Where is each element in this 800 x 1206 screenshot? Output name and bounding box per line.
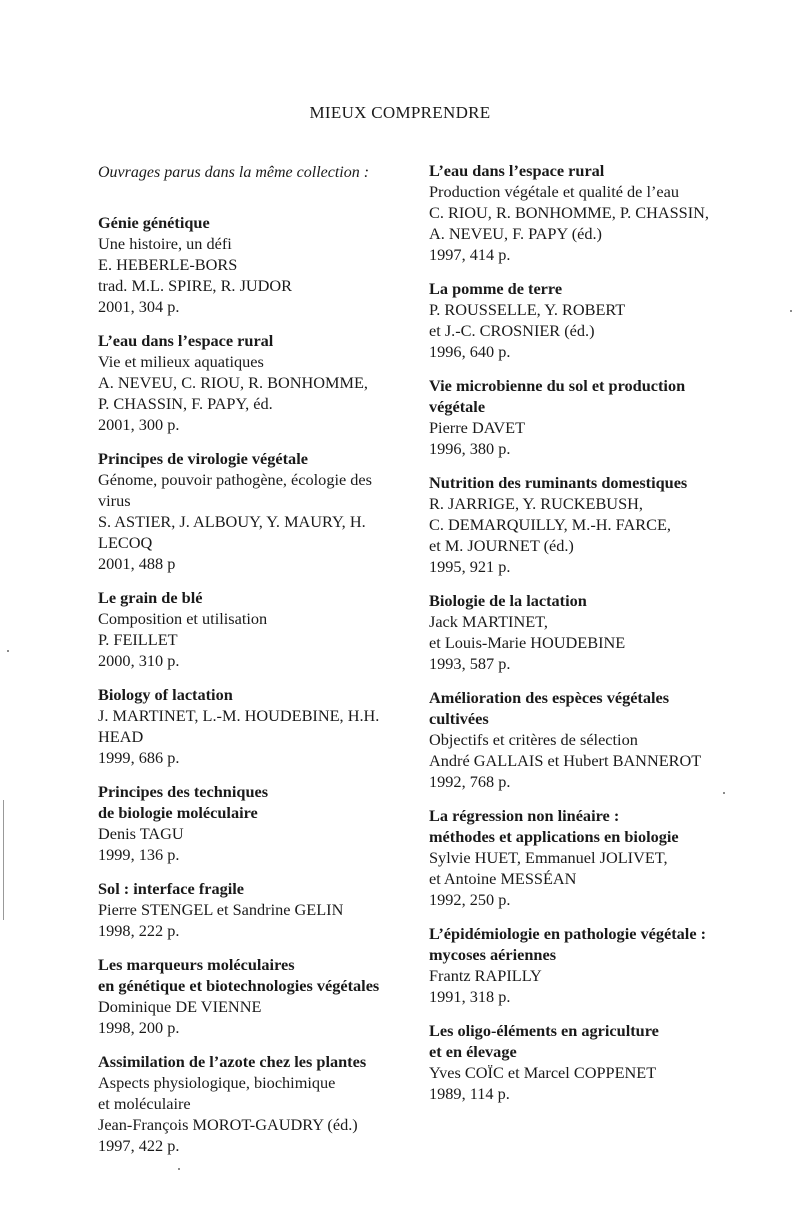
entry-line: virus: [98, 491, 131, 510]
catalog-entry: [98, 954, 418, 1038]
entry-line: 1996, 380 p.: [429, 439, 511, 458]
entry-line: Aspects physiologique, biochimique: [98, 1073, 336, 1092]
catalog-entry: [98, 587, 418, 671]
entry-line: Une histoire, un défi: [98, 234, 232, 253]
entry-title: Amélioration des espèces végétales: [429, 688, 670, 707]
entry-line: P. ROUSSELLE, Y. ROBERT: [429, 300, 626, 319]
catalog-entry: [98, 878, 418, 941]
entry-title: L’eau dans l’espace rural: [429, 161, 605, 180]
right-column: [429, 160, 749, 1117]
entry-line: 1996, 640 p.: [429, 342, 511, 361]
entry-line: Génome, pouvoir pathogène, écologie des: [98, 470, 372, 489]
entry-line: 1992, 250 p.: [429, 890, 511, 909]
entry-line: 1997, 422 p.: [98, 1136, 180, 1155]
entry-line: André GALLAIS et Hubert BANNEROT: [429, 751, 702, 770]
entry-line: Dominique DE VIENNE: [98, 997, 262, 1016]
entry-title: et en élevage: [429, 1042, 517, 1061]
entry-title: mycoses aériennes: [429, 945, 557, 964]
entry-line: J. MARTINET, L.-M. HOUDEBINE, H.H. HEAD: [98, 706, 380, 746]
entry-line: Pierre DAVET: [429, 418, 526, 437]
catalog-entry: [98, 684, 418, 768]
entry-line: et moléculaire: [98, 1094, 191, 1113]
entry-line: C. DEMARQUILLY, M.-H. FARCE,: [429, 515, 671, 534]
entry-line: Sylvie HUET, Emmanuel JOLIVET,: [429, 848, 668, 867]
entry-title: Vie microbienne du sol et production: [429, 376, 686, 395]
collection-subtitle: Ouvrages parus dans la même collection :: [98, 164, 370, 181]
catalog-entry: [98, 448, 418, 574]
entry-line: S. ASTIER, J. ALBOUY, Y. MAURY, H. LECOQ: [98, 512, 366, 552]
left-column: [98, 212, 418, 1169]
entry-line: 1995, 921 p.: [429, 557, 511, 576]
entry-line: 2000, 310 p.: [98, 651, 180, 670]
entry-title: Les oligo-éléments en agriculture: [429, 1021, 659, 1040]
entry-title: végétale: [429, 397, 486, 416]
entry-line: E. HEBERLE-BORS: [98, 255, 238, 274]
entry-title: Principes de virologie végétale: [98, 449, 308, 468]
entry-line: A. NEVEU, F. PAPY (éd.): [429, 224, 602, 243]
entry-line: P. FEILLET: [98, 630, 178, 649]
catalog-entry: [429, 687, 749, 792]
entry-title: en génétique et biotechnologies végétales: [98, 976, 380, 995]
entry-title: Biology of lactation: [98, 685, 233, 704]
entry-title: méthodes et applications en biologie: [429, 827, 679, 846]
entry-title: Nutrition des ruminants domestiques: [429, 473, 688, 492]
entry-line: Jean-François MOROT-GAUDRY (éd.): [98, 1115, 358, 1134]
page-header: MIEUX COMPRENDRE: [309, 103, 491, 122]
scan-speck: [790, 310, 792, 312]
scan-speck: [7, 650, 9, 652]
entry-line: A. NEVEU, C. RIOU, R. BONHOMME,: [98, 373, 369, 392]
scan-edge-mark: [3, 800, 4, 920]
entry-line: 1999, 136 p.: [98, 845, 180, 864]
entry-line: 1991, 318 p.: [429, 987, 511, 1006]
entry-line: P. CHASSIN, F. PAPY, éd.: [98, 394, 273, 413]
entry-title: Biologie de la lactation: [429, 591, 587, 610]
catalog-entry: [429, 923, 749, 1007]
entry-line: Objectifs et critères de sélection: [429, 730, 638, 749]
entry-line: 1998, 200 p.: [98, 1018, 180, 1037]
entry-title: de biologie moléculaire: [98, 803, 258, 822]
entry-title: Le grain de blé: [98, 588, 203, 607]
catalog-entry: [429, 1020, 749, 1104]
entry-title: Génie génétique: [98, 213, 210, 232]
entry-title: Principes des techniques: [98, 782, 269, 801]
catalog-entry: [429, 590, 749, 674]
entry-line: et J.-C. CROSNIER (éd.): [429, 321, 595, 340]
entry-line: 2001, 488 p: [98, 554, 176, 573]
entry-line: Vie et milieux aquatiques: [98, 352, 264, 371]
entry-line: et M. JOURNET (éd.): [429, 536, 574, 555]
entry-title: L’eau dans l’espace rural: [98, 331, 274, 350]
entry-line: 2001, 304 p.: [98, 297, 180, 316]
catalog-entry: [98, 212, 418, 317]
scan-speck: [178, 1168, 180, 1170]
entry-title: Les marqueurs moléculaires: [98, 955, 295, 974]
entry-line: 1998, 222 p.: [98, 921, 180, 940]
entry-line: Frantz RAPILLY: [429, 966, 542, 985]
catalog-entry: [429, 278, 749, 362]
entry-line: R. JARRIGE, Y. RUCKEBUSH,: [429, 494, 643, 513]
scan-speck: [723, 792, 725, 794]
catalog-entry: [98, 330, 418, 435]
catalog-entry: [429, 805, 749, 910]
entry-line: 1997, 414 p.: [429, 245, 511, 264]
catalog-entry: [429, 472, 749, 577]
entry-title: La pomme de terre: [429, 279, 563, 298]
catalog-entry: [98, 781, 418, 865]
entry-line: Pierre STENGEL et Sandrine GELIN: [98, 900, 344, 919]
entry-line: Jack MARTINET,: [429, 612, 548, 631]
entry-title: L’épidémiologie en pathologie végétale :: [429, 924, 707, 943]
entry-line: 1999, 686 p.: [98, 748, 180, 767]
entry-title: Assimilation de l’azote chez les plantes: [98, 1052, 367, 1071]
entry-line: Yves COÏC et Marcel COPPENET: [429, 1063, 657, 1082]
entry-title: Sol : interface fragile: [98, 879, 245, 898]
entry-line: 2001, 300 p.: [98, 415, 180, 434]
entry-line: 1993, 587 p.: [429, 654, 511, 673]
entry-line: Production végétale et qualité de l’eau: [429, 182, 679, 201]
entry-line: et Louis-Marie HOUDEBINE: [429, 633, 626, 652]
catalog-entry: [429, 375, 749, 459]
entry-line: C. RIOU, R. BONHOMME, P. CHASSIN,: [429, 203, 709, 222]
entry-line: 1989, 114 p.: [429, 1084, 510, 1103]
entry-title: La régression non linéaire :: [429, 806, 620, 825]
catalog-entry: [429, 160, 749, 265]
entry-line: Composition et utilisation: [98, 609, 268, 628]
entry-line: trad. M.L. SPIRE, R. JUDOR: [98, 276, 293, 295]
entry-line: 1992, 768 p.: [429, 772, 511, 791]
catalog-entry: [98, 1051, 418, 1156]
entry-title: cultivées: [429, 709, 489, 728]
entry-line: et Antoine MESSÉAN: [429, 869, 577, 888]
entry-line: Denis TAGU: [98, 824, 184, 843]
